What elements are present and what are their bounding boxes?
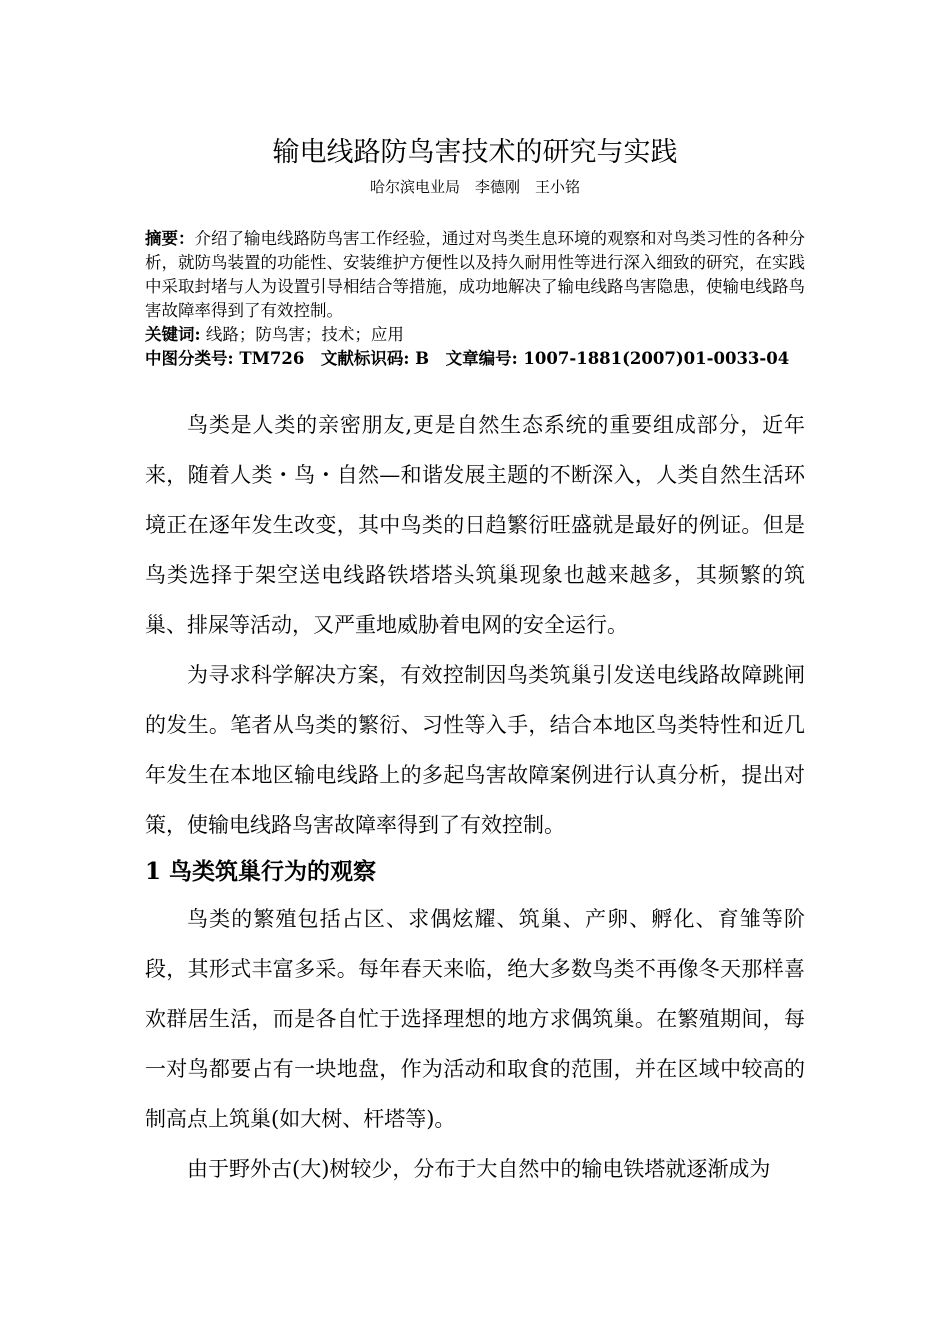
keywords-line: [145, 323, 805, 347]
body-paragraph: 鸟类是人类的亲密朋友,更是自然生态系统的重要组成部分，近年来，随着人类・鸟・自然—和谐发展主题的不断深入，人类自然生活环境正在逐年发生改变，其中鸟类的日趋繁衍旺盛就是最好的例证。但是鸟类选择于架空送电线路铁塔塔头筑巢现象也越来越多，其频繁的筑巢、排屎等活动，又严重地威胁着电网的安全运行。: [145, 413, 805, 637]
abstract-paragraph: [145, 227, 805, 323]
abstract-block: [145, 227, 805, 371]
body-paragraph: 鸟类的繁殖包括占区、求偶炫耀、筑巢、产卵、孵化、育雏等阶段，其形式丰富多采。每年春天来临，绝大多数鸟类不再像冬天那样喜欢群居生活，而是各自忙于选择理想的地方求偶筑巢。在繁殖期间，每一对鸟都要占有一块地盘，作为活动和取食的范围，并在区域中较高的制高点上筑巢(如大树、杆塔等)。: [145, 907, 805, 1131]
section-heading: 1 鸟类筑巢行为的观察: [145, 858, 377, 885]
keywords-text: 线路；防鸟害；技术；应用: [200, 325, 404, 344]
abstract-text: 介绍了输电线路防鸟害工作经验，通过对鸟类生息环境的观察和对鸟类习性的各种分析，就防鸟装置的功能性、安装维护方便性以及持久耐用性等进行深入细致的研究，在实践中采取封堵与人为设置引导相结合等措施，成功地解决了输电线路鸟害隐患，使输电线路鸟害故障率得到了有效控制。: [145, 229, 805, 320]
classification-line: 中图分类号: TM726 文献标识码: B 文章编号: 1007-1881(2007)01-0033-04: [145, 349, 790, 368]
keywords-label: 关键词:: [145, 325, 201, 344]
body-paragraph: 由于野外古(大)树较少，分布于大自然中的输电铁塔就逐渐成为: [187, 1157, 771, 1181]
body-text: [145, 400, 805, 1194]
author-line: 哈尔滨电业局 李德刚 王小铭: [369, 178, 580, 196]
paper-title: 输电线路防鸟害技术的研究与实践: [272, 137, 678, 168]
abstract-label: 摘要：: [145, 229, 195, 248]
body-paragraph: 为寻求科学解决方案，有效控制因鸟类筑巢引发送电线路故障跳闸的发生。笔者从鸟类的繁衍、习性等入手，结合本地区鸟类特性和近几年发生在本地区输电线路上的多起鸟害故障案例进行认真分析，提出对策，使输电线路鸟害故障率得到了有效控制。: [145, 663, 805, 837]
